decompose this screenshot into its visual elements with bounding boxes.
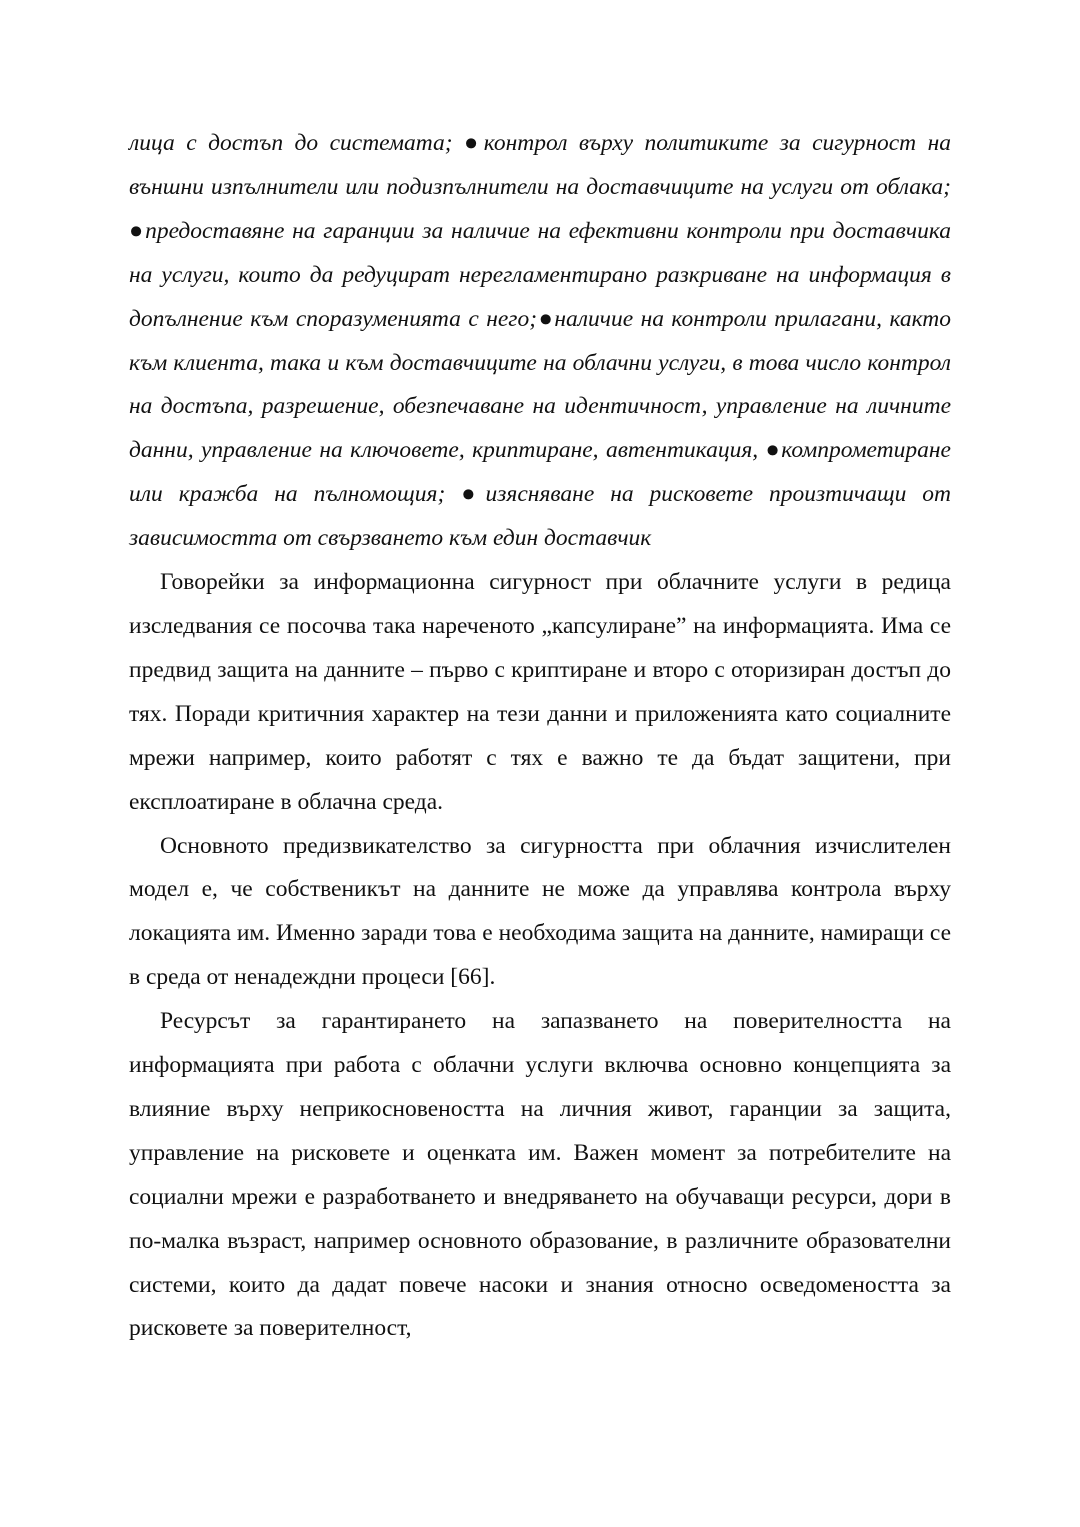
paragraph-encapsulation: Говорейки за информационна сигурност при облачните услуги в редица изследвания се посочва така нареченото „капсулиране” на информацията. Има се предвид защита на данните – първо с криптиране и второ с оторизиран достъп до тях. Поради критичния характер на тези данни и приложенията като социалните мрежи например, които работят с тях е важно те да бъдат защитени, при експлоатиране в облачна среда. [129,569,951,815]
bullet-list-paragraph: лица с достъп до системата; ●контрол върху политиките за сигурност на външни изпълнители или подизпълнители на доставчиците на услуги от облака; ●предоставяне на гаранции за наличие на ефективни контроли при доставчика на услуги, които да редуцират нерегламентирано разкриване на информация в допълнение към споразуменията с него;●наличие на контроли прилагани, както към клиента, така и към доставчиците на облачни услуги, в това число контрол на достъпа, разрешение, обезпечаване на идентичност, управление на личните данни, управление на ключовете, криптиране, автентикация, ●компрометиране или кражба на пълномощия; ●изясняване на рисковете произтичащи от зависимостта от свързването към един доставчик [129,130,951,552]
paragraph-security-challenge: Основното предизвикателство за сигурността при облачния изчислителен модел е, че собственикът на данните не може да управлява контрола върху локацията им. Именно заради това е необходима защита на данните, намиращи се в среда от ненадеждни процеси [66]. [129,832,951,991]
paragraph-privacy-resource: Ресурсът за гарантирането на запазването на поверителността на информацията при работа с облачни услуги включва основно концепцията за влияние върху неприкосновеността на личния живот, гаранции за защита, управление на рисковете и оценката им. Важен момент за потребителите на социални мрежи е разработването и внедряването на обучаващи ресурси, дори в по-малка възраст, например основното образование, в различните образователни системи, които да дадат повече насоки и знания относно осведомеността за рисковете за поверителност, [129,1008,951,1342]
document-page [129,122,951,1351]
